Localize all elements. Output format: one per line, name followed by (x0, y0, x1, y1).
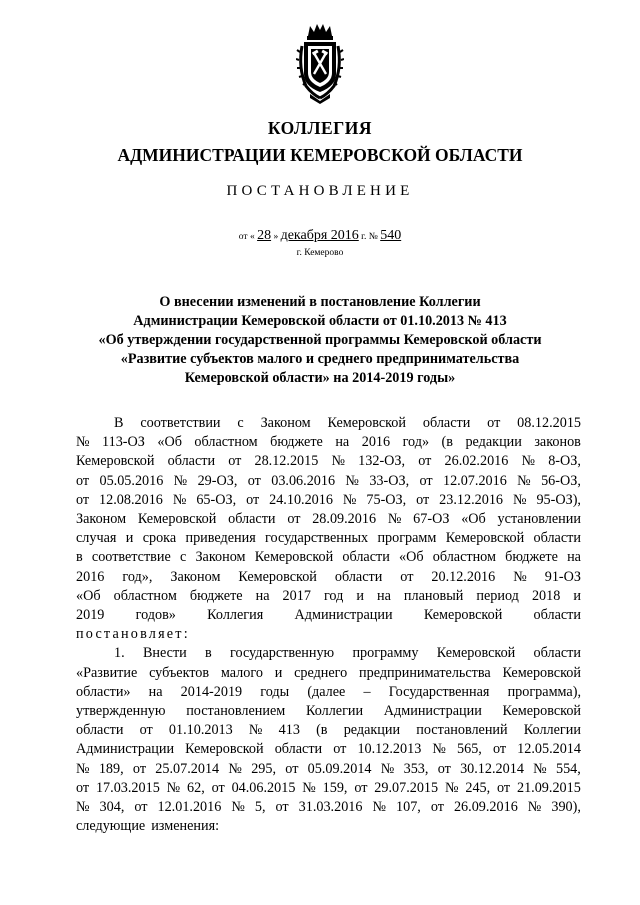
organization-name-line1: КОЛЛЕГИЯ (267, 118, 373, 138)
title-line: Кемеровской области» на 2014-2019 годы» (184, 370, 456, 386)
date-day: 28 (257, 228, 272, 243)
body-line: области» на 2014-2019 годы (далее – Государственная программа), (76, 683, 581, 700)
body-line: В соответствии с Законом Кемеровской области от 08.12.2015 (114, 415, 581, 431)
body-line: от 17.03.2015 № 62, от 04.06.2015 № 159, от 29.07.2015 № 245, от 21.09.2015 (76, 779, 581, 796)
body-line: следующие изменения: (76, 818, 220, 835)
body-line: № 304, от 12.01.2016 № 5, от 31.03.2016 № 107, от 26.09.2016 № 390), (76, 799, 581, 816)
date-number-line (0, 227, 640, 246)
body-line: 2019 годов» Коллегия Администрации Кемеровской области (76, 607, 581, 624)
city: г. Кемерово (296, 248, 344, 258)
body-line: Администрации Кемеровской области от 10.12.2013 № 565, от 12.05.2014 (76, 741, 581, 758)
body-line: 2016 год», Законом Кемеровской области от 20.12.2016 № 91-ОЗ (76, 568, 581, 585)
body-line: утвержденную постановлением Коллегии Администрации Кемеровской (76, 703, 581, 720)
date-prefix: от « (238, 232, 255, 242)
date-mid: » (273, 232, 279, 242)
body-line: «Развитие субъектов малого и среднего предпринимательства Кемеровской (76, 664, 581, 681)
document-number: 540 (380, 228, 402, 243)
document-body (76, 414, 581, 836)
body-line: от 05.05.2016 № 29-ОЗ, от 03.06.2016 № 33-ОЗ, от 12.07.2016 № 56-ОЗ, (76, 472, 581, 489)
body-line: области от 01.10.2013 № 413 (в редакции постановлений Коллегии (76, 722, 581, 739)
organization-name-line2: АДМИНИСТРАЦИИ КЕМЕРОВСКОЙ ОБЛАСТИ (117, 145, 523, 165)
body-line: в соответствие с Законом Кемеровской области «Об областном бюджете на (76, 549, 581, 566)
document-title (70, 293, 570, 388)
body-line: «Об областном бюджете на 2017 год и на плановый период 2018 и (76, 587, 581, 604)
body-line: Кемеровской области от 28.12.2015 № 132-ОЗ, от 26.02.2016 № 8-ОЗ, (76, 453, 581, 470)
coat-of-arms-icon (296, 22, 344, 104)
body-line: № 113-ОЗ «Об областном бюджете на 2016 год» (в редакции законов (76, 434, 581, 451)
document-type: ПОСТАНОВЛЕНИЕ (226, 183, 414, 199)
body-line: Законом Кемеровской области от 28.09.2016 № 67-ОЗ «Об установлении (76, 511, 581, 528)
body-line: 1. Внести в государственную программу Кемеровской области (114, 645, 581, 662)
date-month-year: декабря 2016 (280, 228, 359, 243)
number-sign: № (368, 232, 378, 242)
year-suffix: г. (361, 232, 367, 242)
body-line: № 189, от 25.07.2014 № 295, от 05.09.2014 № 353, от 30.12.2014 № 554, (76, 760, 581, 777)
body-line: случая и срока приведения государственных программ Кемеровской области (76, 530, 581, 547)
title-line: О внесении изменений в постановление Коллегии (159, 294, 481, 310)
body-line: постановляет: (76, 626, 190, 643)
title-line: Администрации Кемеровской области от 01.10.2013 № 413 (133, 313, 507, 329)
body-line: от 12.08.2016 № 65-ОЗ, от 24.10.2016 № 75-ОЗ, от 23.12.2016 № 95-ОЗ), (76, 491, 581, 508)
title-line: «Развитие субъектов малого и среднего предпринимательства (120, 351, 520, 367)
title-line: «Об утверждении государственной программы Кемеровской области (98, 332, 542, 348)
